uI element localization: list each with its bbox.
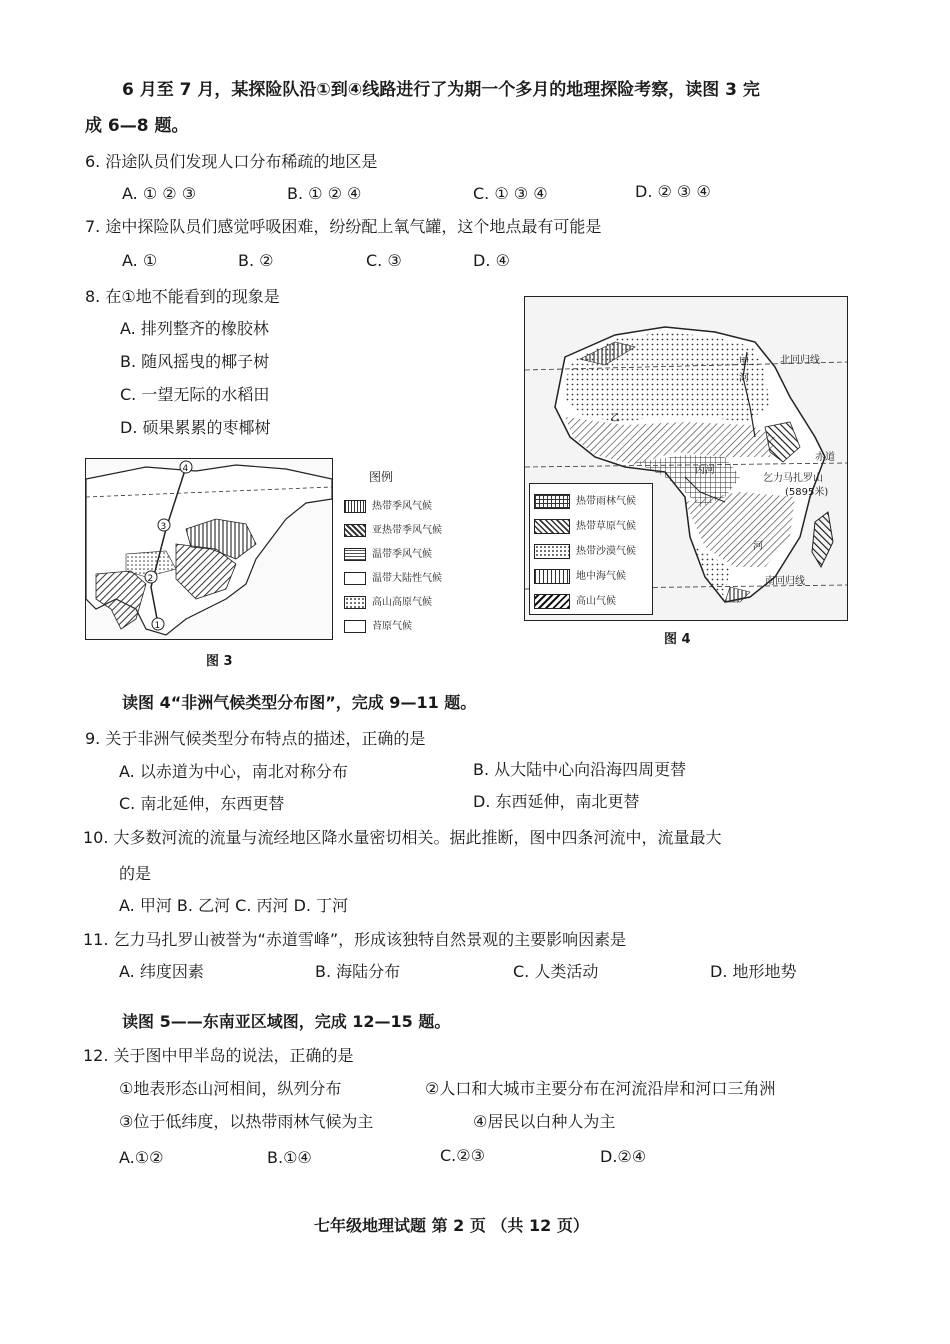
q8-stem: 8. 在①地不能看到的现象是 xyxy=(85,287,280,306)
legend-label: 高山气候 xyxy=(576,596,616,607)
q11-option-b: B. 海陆分布 xyxy=(315,962,401,981)
q9-option-b: B. 从大陆中心向沿海四周更替 xyxy=(473,760,687,779)
legend-rainforest xyxy=(534,492,636,509)
figure-3-legend-title: 图例 xyxy=(369,470,394,484)
route-point-2: 2 xyxy=(147,574,154,584)
route-point-3: 3 xyxy=(160,522,167,532)
q8-option-c: C. 一望无际的水稻田 xyxy=(120,385,270,404)
section-3-heading: 读图 5——东南亚区域图，完成 12—15 题。 xyxy=(122,1012,451,1031)
q6-option-b: B. ① ② ④ xyxy=(287,184,362,203)
legend-label: 亚热带季风气候 xyxy=(372,525,442,536)
q7-option-c: C. ③ xyxy=(366,251,402,270)
legend-label: 高山高原气候 xyxy=(372,597,432,608)
legend-swatch xyxy=(534,569,570,584)
label-ding-river: 河 xyxy=(753,541,763,552)
q10-stem-continued: 的是 xyxy=(119,864,152,883)
q12-stem: 12. 关于图中甲半岛的说法，正确的是 xyxy=(83,1046,354,1065)
legend-label: 地中海气候 xyxy=(576,571,626,582)
legend-swatch xyxy=(344,572,366,585)
q7-option-a: A. ① xyxy=(122,251,158,270)
q6-option-c: C. ① ③ ④ xyxy=(473,184,548,203)
legend-savanna xyxy=(534,517,636,534)
legend-mediterranean xyxy=(534,567,626,584)
q8-option-b: B. 随风摇曳的椰子树 xyxy=(120,352,270,371)
label-mountain: 乞力马扎罗山 xyxy=(763,473,823,484)
legend-highland xyxy=(344,593,432,609)
asia-map-graphic xyxy=(86,459,332,639)
label-mountain-height: (5895米) xyxy=(785,487,829,498)
label-jia-river: 河 xyxy=(739,373,749,384)
intro-line-1: 6 月至 7 月，某探险队沿①到④线路进行了为期一个多月的地理探险考察，读图 3 完 xyxy=(122,80,760,100)
legend-label: 温带大陆性气候 xyxy=(372,573,442,584)
legend-swatch xyxy=(534,494,570,509)
legend-label: 苔原气候 xyxy=(372,621,412,632)
q7-option-b: B. ② xyxy=(238,251,274,270)
legend-swatch xyxy=(344,596,366,609)
legend-label: 热带草原气候 xyxy=(576,521,636,532)
label-equator: 赤道 xyxy=(815,452,835,463)
q10-options: A. 甲河 B. 乙河 C. 丙河 D. 丁河 xyxy=(119,896,349,915)
q12-statement-1: ①地表形态山河相间，纵列分布 xyxy=(119,1079,342,1098)
q12-option-b: B.①④ xyxy=(267,1148,312,1167)
q12-statement-2: ②人口和大城市主要分布在河流沿岸和河口三角洲 xyxy=(425,1079,776,1098)
q8-option-d: D. 硕果累累的枣椰树 xyxy=(120,418,271,437)
legend-label: 热带季风气候 xyxy=(372,501,432,512)
legend-tropical-monsoon xyxy=(344,497,432,513)
legend-tundra xyxy=(344,617,412,633)
legend-swatch xyxy=(344,524,366,537)
q7-option-d: D. ④ xyxy=(473,251,510,270)
legend-swatch xyxy=(534,519,570,534)
label-bing-river: 丙河 xyxy=(695,465,715,476)
q8-option-a: A. 排列整齐的橡胶林 xyxy=(120,319,269,338)
legend-highland xyxy=(534,592,616,609)
q10-stem: 10. 大多数河流的流量与流经地区降水量密切相关。据此推断，图中四条河流中，流量最大 xyxy=(83,828,722,847)
q11-option-d: D. 地形地势 xyxy=(710,962,797,981)
legend-swatch xyxy=(344,500,366,513)
legend-label: 温带季风气候 xyxy=(372,549,432,560)
figure-4-caption: 图 4 xyxy=(664,632,691,647)
q6-stem: 6. 沿途队员们发现人口分布稀疏的地区是 xyxy=(85,152,378,171)
legend-swatch xyxy=(534,594,570,609)
q9-option-d: D. 东西延伸，南北更替 xyxy=(473,792,640,811)
q9-option-c: C. 南北延伸，东西更替 xyxy=(119,794,285,813)
legend-swatch xyxy=(534,544,570,559)
q7-stem: 7. 途中探险队员们感觉呼吸困难，纷纷配上氧气罐，这个地点最有可能是 xyxy=(85,217,602,236)
q12-option-a: A.①② xyxy=(119,1148,164,1167)
q12-option-d: D.②④ xyxy=(600,1147,647,1166)
q11-option-c: C. 人类活动 xyxy=(513,962,599,981)
route-point-4: 4 xyxy=(182,464,189,474)
q12-option-c: C.②③ xyxy=(440,1146,485,1165)
page-footer: 七年级地理试题 第 2 页 （共 12 页） xyxy=(314,1216,589,1235)
route-point-1: 1 xyxy=(154,621,161,631)
intro-line-2: 成 6—8 题。 xyxy=(85,116,189,136)
legend-label: 热带沙漠气候 xyxy=(576,546,636,557)
figure-3-caption: 图 3 xyxy=(206,654,233,669)
label-yi: 乙 xyxy=(610,413,620,424)
q6-option-a: A. ① ② ③ xyxy=(122,184,197,203)
q12-statement-4: ④居民以白种人为主 xyxy=(473,1112,616,1131)
legend-temperate-continental xyxy=(344,569,442,585)
legend-subtropical-monsoon xyxy=(344,521,442,537)
q6-option-d: D. ② ③ ④ xyxy=(635,182,711,201)
legend-label: 热带雨林气候 xyxy=(576,496,636,507)
q11-option-a: A. 纬度因素 xyxy=(119,962,204,981)
legend-temperate-monsoon xyxy=(344,545,432,561)
section-2-heading: 读图 4“非洲气候类型分布图”，完成 9—11 题。 xyxy=(122,693,477,712)
q9-option-a: A. 以赤道为中心，南北对称分布 xyxy=(119,762,348,781)
legend-swatch xyxy=(344,548,366,561)
label-tropic-north: 北回归线 xyxy=(780,355,820,366)
q9-stem: 9. 关于非洲气候类型分布特点的描述，正确的是 xyxy=(85,729,426,748)
figure-3-map xyxy=(85,458,333,640)
q11-stem: 11. 乞力马扎罗山被誉为“赤道雪峰”，形成该独特自然景观的主要影响因素是 xyxy=(83,930,627,949)
label-tropic-south: 南回归线 xyxy=(765,576,805,587)
label-jia: 甲 xyxy=(739,357,749,368)
q12-statement-3: ③位于低纬度，以热带雨林气候为主 xyxy=(119,1112,374,1131)
legend-desert xyxy=(534,542,636,559)
figure-4-legend xyxy=(529,483,653,615)
legend-swatch xyxy=(344,620,366,633)
figure-4-map xyxy=(524,296,848,621)
